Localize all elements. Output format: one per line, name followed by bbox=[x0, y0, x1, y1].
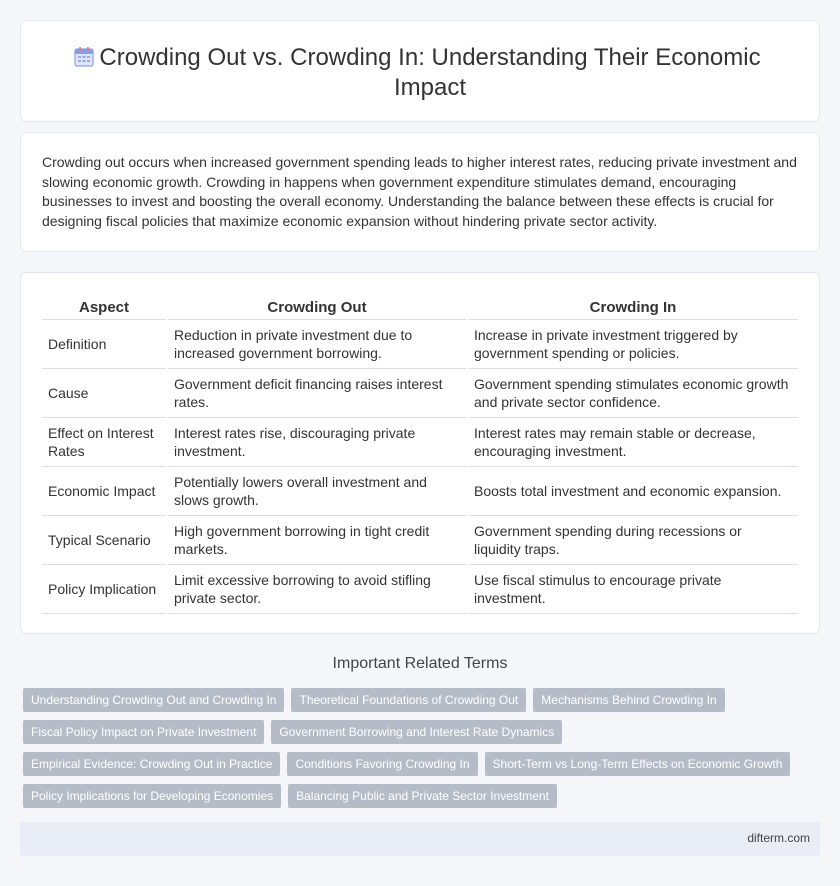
related-term-tag[interactable]: Short-Term vs Long-Term Effects on Economic Growth bbox=[485, 752, 791, 776]
cell-crowding-out: Potentially lowers overall investment and slows growth. bbox=[167, 466, 467, 515]
table-row bbox=[42, 417, 798, 466]
cell-crowding-in: Use fiscal stimulus to encourage private investment. bbox=[467, 564, 798, 613]
cell-aspect: Economic Impact bbox=[42, 466, 167, 515]
intro-text: Crowding out occurs when increased government spending leads to higher interest rates, reducing private investment and slowing economic growth. Crowding in happens when government expenditure stimulates demand, encouraging businesses to invest and boosting the overall economy. Understanding the balance between these effects is crucial for designing fiscal policies that maximize economic expansion without hindering private sector activity. bbox=[42, 154, 797, 229]
table-row bbox=[42, 466, 798, 515]
page-title: Crowding Out vs. Crowding In: Understanding Their Economic Impact bbox=[99, 44, 761, 101]
header-crowding-in: Crowding In bbox=[467, 297, 798, 319]
related-term-tag[interactable]: Government Borrowing and Interest Rate Dynamics bbox=[271, 720, 562, 744]
table-row bbox=[42, 319, 798, 368]
related-term-tag[interactable]: Understanding Crowding Out and Crowding In bbox=[23, 688, 284, 712]
related-term-tag[interactable]: Theoretical Foundations of Crowding Out bbox=[291, 688, 526, 712]
cell-crowding-out: High government borrowing in tight credit markets. bbox=[167, 515, 467, 564]
cell-aspect: Typical Scenario bbox=[42, 515, 167, 564]
footer-site-link[interactable]: difterm.com bbox=[747, 831, 810, 845]
cell-crowding-in: Government spending during recessions or liquidity traps. bbox=[467, 515, 798, 564]
intro-card bbox=[20, 132, 820, 252]
cell-crowding-in: Increase in private investment triggered by government spending or policies. bbox=[467, 319, 798, 368]
cell-crowding-out: Government deficit financing raises interest rates. bbox=[167, 368, 467, 417]
comparison-table bbox=[42, 297, 798, 614]
related-term-tag[interactable]: Mechanisms Behind Crowding In bbox=[533, 688, 724, 712]
header-aspect: Aspect bbox=[42, 297, 167, 319]
cell-crowding-out: Limit excessive borrowing to avoid stifling private sector. bbox=[167, 564, 467, 613]
cell-aspect: Cause bbox=[42, 368, 167, 417]
cell-crowding-in: Interest rates may remain stable or decrease, encouraging investment. bbox=[467, 417, 798, 466]
related-term-tag[interactable]: Policy Implications for Developing Economies bbox=[23, 784, 281, 808]
related-term-tag[interactable]: Conditions Favoring Crowding In bbox=[287, 752, 477, 776]
footer bbox=[20, 822, 820, 856]
table-row bbox=[42, 515, 798, 564]
cell-aspect: Effect on Interest Rates bbox=[42, 417, 167, 466]
header-crowding-out: Crowding Out bbox=[167, 297, 467, 319]
cell-crowding-in: Boosts total investment and economic expansion. bbox=[467, 466, 798, 515]
cell-aspect: Definition bbox=[42, 319, 167, 368]
comparison-table-card bbox=[20, 272, 820, 634]
cell-aspect: Policy Implication bbox=[42, 564, 167, 613]
table-row bbox=[42, 564, 798, 613]
cell-crowding-in: Government spending stimulates economic growth and private sector confidence. bbox=[467, 368, 798, 417]
related-terms-list bbox=[23, 688, 813, 808]
cell-crowding-out: Interest rates rise, discouraging private investment. bbox=[167, 417, 467, 466]
table-header-row bbox=[42, 297, 798, 319]
table-row bbox=[42, 368, 798, 417]
related-term-tag[interactable]: Fiscal Policy Impact on Private Investment bbox=[23, 720, 264, 744]
cell-crowding-out: Reduction in private investment due to increased government borrowing. bbox=[167, 319, 467, 368]
related-terms-title: Important Related Terms bbox=[332, 655, 508, 672]
title-card bbox=[20, 20, 820, 122]
related-term-tag[interactable]: Balancing Public and Private Sector Investment bbox=[288, 784, 557, 808]
related-term-tag[interactable]: Empirical Evidence: Crowding Out in Practice bbox=[23, 752, 280, 776]
